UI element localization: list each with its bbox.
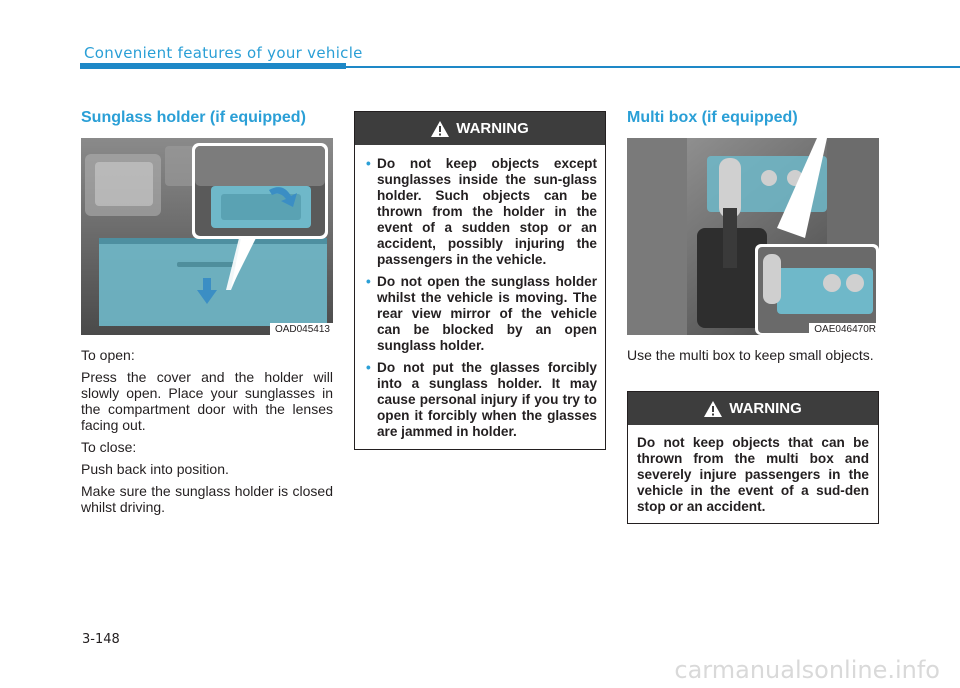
warning-triangle-icon	[704, 401, 722, 417]
page-number: 3-148	[82, 632, 120, 647]
sunglass-instructions	[81, 347, 333, 521]
sunglass-holder-photo	[81, 138, 333, 335]
header-bar	[80, 63, 346, 69]
paragraph: Make sure the sunglass holder is closed whilst driving.	[81, 483, 333, 515]
warning-header	[628, 392, 878, 425]
multibox-section-title: Multi box (if equipped)	[627, 109, 798, 126]
warning-box-sunglass	[354, 111, 606, 450]
multibox-description	[627, 347, 879, 369]
bullet-icon: •	[366, 274, 371, 289]
warning-text: Do not keep objects that can be thrown from the multi box and severely injure passengers in the vehicle in the event of a sud-den stop or an accident.	[637, 435, 869, 514]
sunglass-image-code: OAD045413	[270, 323, 333, 335]
multibox-illustration	[627, 138, 879, 335]
warning-triangle-icon	[431, 121, 449, 137]
warning-box-multibox	[627, 391, 879, 524]
paragraph: Use the multi box to keep small objects.	[627, 347, 874, 363]
header-title: Convenient features of your vehicle	[84, 44, 363, 62]
warning-label: WARNING	[456, 120, 529, 137]
sunglass-section-title: Sunglass holder (if equipped)	[81, 109, 306, 126]
multibox-image-code: OAE046470R	[809, 323, 879, 335]
paragraph: Push back into position.	[81, 461, 229, 477]
warning-list	[355, 145, 605, 440]
warning-item: • Do not open the sunglass holder whilst the vehicle is moving. The rear view mirror of the vehicle can be blocked by an open sunglass holder.	[366, 274, 597, 353]
header-rule	[346, 66, 960, 68]
watermark: carmanualsonline.info	[674, 656, 940, 684]
warning-label: WARNING	[729, 400, 802, 417]
multibox-photo	[627, 138, 879, 335]
paragraph: To close:	[81, 439, 137, 455]
sunglass-holder-illustration	[81, 138, 333, 335]
warning-header	[355, 112, 605, 145]
warning-item: • Do not put the glasses forcibly into a sunglass holder. It may cause personal injury if you try to open it forcibly when the glasses are jammed in holder.	[366, 360, 597, 439]
bullet-icon: •	[366, 360, 371, 375]
paragraph: Press the cover and the holder will slowly open. Place your sunglasses in the compartment door with the lenses facing out.	[81, 369, 333, 433]
warning-item: • Do not keep objects except sunglasses inside the sun-glass holder. Such objects can be thrown from the holder in the event of a sudden stop or an accident, possibly injuring the passengers in the vehicle.	[366, 156, 597, 267]
bullet-icon: •	[366, 156, 371, 171]
paragraph: To open:	[81, 347, 135, 363]
